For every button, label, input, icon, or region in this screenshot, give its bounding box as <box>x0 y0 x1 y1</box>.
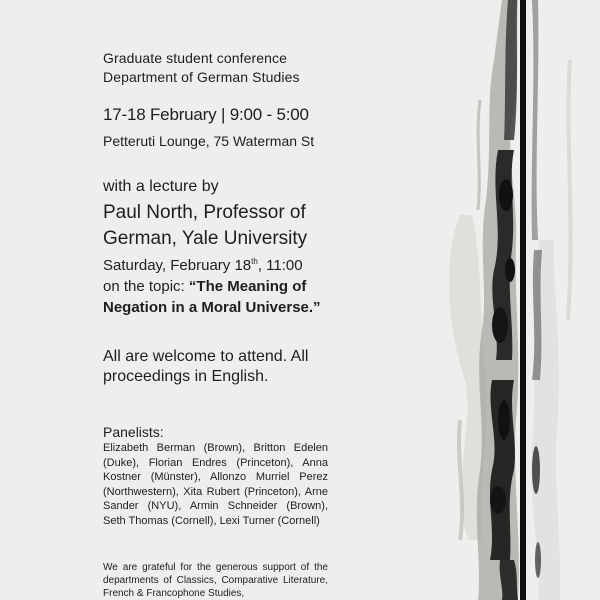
ink-brush-artwork <box>420 0 600 600</box>
lecture-date-time <box>103 256 303 276</box>
speaker <box>103 200 335 252</box>
speaker-title: , Professor of German, Yale University <box>103 202 308 249</box>
conference-line-2: Department of German Studies <box>103 69 300 85</box>
topic-title: “The Meaning of Negation in a Moral Universe.” <box>103 278 321 316</box>
lecture-topic <box>103 276 335 318</box>
welcome-note: All are welcome to attend. All proceedings in English. <box>103 348 309 385</box>
event-venue: Petteruti Lounge, 75 Waterman St <box>103 133 315 149</box>
panelists-heading: Panelists: <box>103 424 164 440</box>
event-dates: 17-18 February | 9:00 - 5:00 <box>103 105 309 124</box>
topic-prefix: on the topic: <box>103 278 189 295</box>
panelists-list: Elizabeth Berman (Brown), Britton Edelen (Duke), Florian Endres (Princeton), Anna Kostner (Münster), Allonzo Murriel Perez (Northwestern), Xita Rubert (Princeton), Arne Sander (NYU), Armin Schneider (Brown), Seth Thomas (Cornell), Lexi Turner (Cornell) <box>103 442 328 527</box>
lecture-date: Saturday, February 18 <box>103 257 252 274</box>
lecture-intro: with a lecture by <box>103 178 219 195</box>
speaker-name: Paul North <box>103 202 193 223</box>
conference-heading <box>103 49 300 87</box>
lecture-time: , 11:00 <box>257 257 303 274</box>
lecture-date-suffix: th <box>251 257 258 266</box>
acknowledgement: We are grateful for the generous support of the departments of Classics, Comparative Literature, French & Francophone Studies, <box>103 562 328 599</box>
conference-line-1: Graduate student conference <box>103 50 288 66</box>
